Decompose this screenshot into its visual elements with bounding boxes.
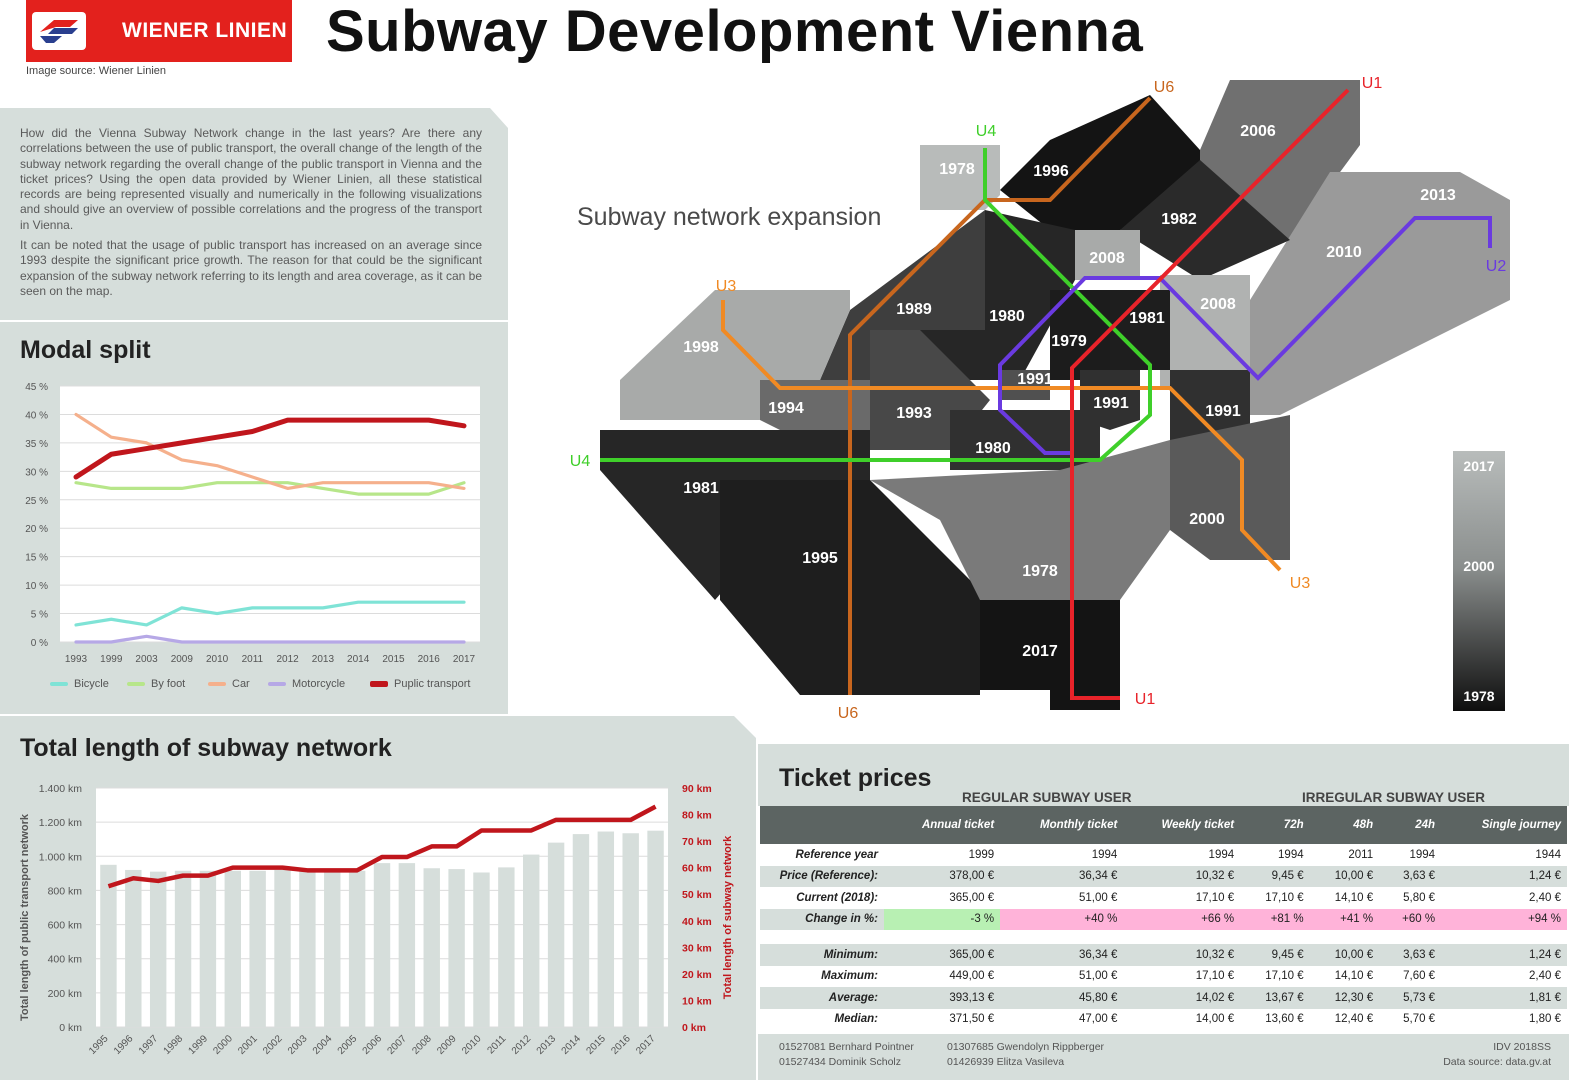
modal-split-chart [0, 370, 508, 670]
bar [150, 872, 166, 1027]
table-cell: 10,32 € [1123, 944, 1240, 966]
column-header: Monthly ticket [1000, 806, 1123, 844]
bar [523, 855, 539, 1027]
table-cell: 10,00 € [1310, 866, 1379, 888]
x-tick-label: 2006 [360, 1033, 385, 1057]
column-header: 48h [1310, 806, 1379, 844]
subway-length-chart [0, 770, 756, 1080]
legend-item [370, 678, 470, 690]
credit-name: 01307685 Gwendolyn Rippberger [947, 1041, 1105, 1053]
x-tick-label: 1993 [64, 654, 88, 665]
x-tick-label: 2015 [584, 1033, 608, 1057]
table-cell: 14,02 € [1123, 987, 1240, 1009]
bar [498, 867, 514, 1027]
intro-paragraph-2: It can be noted that the usage of public transport has increased on an average since 1993 despite the significant price growth. The reason for that could be the significant expansion of the subway network referring to its length and area coverage, as it can be seen on the map. [20, 238, 482, 298]
bar [424, 868, 440, 1027]
y-tick-label: 1.200 km [38, 817, 82, 830]
x-tick-label: 1999 [100, 654, 123, 665]
x-tick-label: 2002 [261, 1033, 285, 1057]
table-cell [884, 930, 1000, 944]
table-cell: 378,00 € [884, 866, 1000, 888]
region-label: 1991 [1093, 395, 1129, 412]
legend-label: Motorcycle [292, 678, 346, 690]
table-cell: 2011 [1310, 844, 1379, 866]
region-label: 2010 [1326, 244, 1362, 261]
table-cell: 13,67 € [1240, 987, 1309, 1009]
y2-tick-label: 90 km [682, 783, 712, 795]
intro-paragraph-1: How did the Vienna Subway Network change in the last years? Are there any correlations between the use of public transport, the overall change of the length of the subway network regarding the overall change of the public transport in Vienna and the ticket prices? Using the open data provided by Wiener Linien, all these statistical records are being represented visually and numerically in the following visualizations and should give an overview of possible correlations and the progress of the transport in Vienna. [20, 126, 482, 232]
ticket-prices-table [760, 806, 1567, 1030]
table-cell: 371,50 € [884, 1009, 1000, 1031]
region-label: 1981 [683, 480, 719, 497]
table-cell: +81 % [1240, 909, 1309, 931]
table-cell: 5,80 € [1379, 887, 1441, 909]
table-cell: 17,10 € [1240, 887, 1309, 909]
table-cell: 1994 [1123, 844, 1240, 866]
table-cell: 1994 [1000, 844, 1123, 866]
table-cell: 2,40 € [1441, 887, 1567, 909]
x-tick-label: 1996 [111, 1033, 136, 1057]
table-cell: +41 % [1310, 909, 1379, 931]
x-tick-label: 2003 [286, 1033, 310, 1057]
bar [374, 863, 390, 1027]
x-tick-label: 2014 [347, 654, 370, 665]
table-row [760, 944, 1567, 966]
table-cell: 14,10 € [1310, 966, 1379, 988]
table-cell: 3,63 € [1379, 866, 1441, 888]
table-cell: 36,34 € [1000, 944, 1123, 966]
y-tick-label: 15 % [25, 552, 48, 564]
table-cell: 2,40 € [1441, 966, 1567, 988]
x-tick-label: 2001 [236, 1033, 260, 1057]
column-header: Weekly ticket [1123, 806, 1240, 844]
table-cell: 7,60 € [1379, 966, 1441, 988]
table-cell: +40 % [1000, 909, 1123, 931]
table-cell: 5,73 € [1379, 987, 1441, 1009]
y-tick-label: 35 % [25, 438, 48, 450]
bar [598, 832, 614, 1027]
legend-label: Puplic transport [394, 678, 471, 690]
table-cell: +60 % [1379, 909, 1441, 931]
table-row [760, 1009, 1567, 1031]
bar [249, 871, 265, 1027]
bar [349, 871, 365, 1027]
table-row [760, 987, 1567, 1009]
table-cell: 1994 [1240, 844, 1309, 866]
line-label-u4: U4 [975, 123, 997, 140]
y2-tick-label: 60 km [682, 862, 712, 875]
x-tick-label: 2017 [452, 654, 476, 665]
legend-swatch [127, 682, 145, 686]
region-label: 2017 [1022, 643, 1058, 660]
group-regular-label: REGULAR SUBWAY USER [962, 790, 1132, 805]
y-tick-label: 5 % [30, 609, 48, 621]
table-cell: 10,00 € [1310, 944, 1379, 966]
y-tick-label: 45 % [25, 382, 48, 393]
column-header: Single journey [1441, 806, 1567, 844]
x-tick-label: 2016 [417, 654, 440, 665]
logo-text: WIENER LINIEN [122, 19, 288, 42]
x-tick-label: 2012 [509, 1033, 534, 1057]
y-tick-label: 10 % [25, 581, 48, 593]
legend-swatch [370, 681, 388, 687]
x-tick-label: 2003 [135, 654, 158, 665]
bar [647, 831, 663, 1027]
bar [473, 873, 489, 1027]
header-blank-cell [760, 806, 884, 844]
legend-swatch [268, 682, 286, 686]
x-tick-label: 2007 [385, 1033, 409, 1057]
row-label: Change in %: [760, 909, 884, 931]
table-cell [1000, 930, 1123, 944]
y2-axis-label: Total length of subway network [722, 835, 734, 1000]
scale-tick-label: 1978 [1463, 688, 1495, 704]
bar [399, 863, 415, 1027]
table-cell [1310, 930, 1379, 944]
scale-tick-label: 2000 [1463, 558, 1495, 574]
x-tick-label: 1999 [186, 1033, 211, 1057]
legend-swatch [50, 682, 68, 686]
table-cell: +66 % [1123, 909, 1240, 931]
region-label: 1981 [1129, 310, 1165, 327]
table-cell: 13,60 € [1240, 1009, 1309, 1031]
table-cell: 5,70 € [1379, 1009, 1441, 1031]
region-label: 1994 [768, 400, 804, 417]
table-cell: 1944 [1441, 844, 1567, 866]
region-label: 1995 [802, 550, 838, 567]
line-label-u3: U3 [715, 278, 737, 295]
length-title: Total length of subway network [20, 734, 392, 762]
bar [324, 871, 340, 1027]
bar [200, 871, 216, 1027]
x-tick-label: 2005 [335, 1033, 360, 1057]
x-tick-label: 2011 [485, 1033, 509, 1057]
y-tick-label: 800 km [47, 885, 82, 898]
line-label-u3: U3 [1289, 575, 1311, 592]
x-tick-label: 2009 [435, 1033, 459, 1057]
bar [573, 834, 589, 1027]
y2-tick-label: 80 km [682, 809, 712, 822]
table-cell: 1999 [884, 844, 1000, 866]
region-label: 1979 [1051, 333, 1087, 350]
x-tick-label: 1995 [87, 1033, 111, 1057]
table-cell: 449,00 € [884, 966, 1000, 988]
line-label-u6: U6 [1153, 79, 1175, 96]
table-cell: 47,00 € [1000, 1009, 1123, 1031]
y-tick-label: 40 % [25, 410, 48, 422]
x-tick-label: 2013 [311, 654, 335, 665]
x-tick-label: 2011 [241, 654, 264, 665]
region-label: 1982 [1161, 211, 1197, 228]
table-cell: 9,45 € [1240, 944, 1309, 966]
table-row [760, 844, 1567, 866]
x-tick-label: 2016 [609, 1033, 633, 1057]
region-label: 1991 [1205, 403, 1241, 420]
column-header: 72h [1240, 806, 1309, 844]
table-row [760, 930, 1567, 944]
region-label: 1989 [896, 301, 932, 318]
table-cell: 12,30 € [1310, 987, 1379, 1009]
row-label [760, 930, 884, 944]
y2-tick-label: 0 km [682, 1022, 706, 1034]
table-cell: 51,00 € [1000, 966, 1123, 988]
region-label: 1980 [989, 308, 1025, 325]
x-tick-label: 2000 [211, 1033, 235, 1057]
x-tick-label: 2004 [310, 1033, 335, 1057]
y-tick-label: 1.000 km [38, 851, 82, 864]
legend-label: By foot [151, 678, 186, 690]
x-tick-label: 2017 [634, 1033, 658, 1057]
table-cell: 10,32 € [1123, 866, 1240, 888]
column-header: Annual ticket [884, 806, 1000, 844]
credit-name: 01426939 Elitza Vasileva [947, 1056, 1065, 1068]
logo-emblem-icon [32, 12, 86, 50]
legend-item [50, 678, 109, 690]
table-row [760, 866, 1567, 888]
y2-tick-label: 40 km [682, 915, 712, 928]
region-label: 1996 [1033, 163, 1069, 180]
x-tick-label: 1997 [136, 1033, 161, 1057]
table-cell: 14,00 € [1123, 1009, 1240, 1031]
line-label-u1: U1 [1134, 691, 1156, 708]
table-cell: 365,00 € [884, 887, 1000, 909]
row-label: Price (Reference): [760, 866, 884, 888]
legend-item [127, 678, 185, 690]
region-label: 2000 [1189, 511, 1225, 528]
table-cell: 1,24 € [1441, 866, 1567, 888]
x-tick-label: 2013 [534, 1033, 559, 1057]
y-tick-label: 0 km [59, 1022, 82, 1034]
y2-tick-label: 50 km [682, 889, 712, 902]
legend-item [208, 678, 250, 690]
row-label: Maximum: [760, 966, 884, 988]
legend-label: Car [232, 678, 250, 690]
bar [622, 833, 638, 1027]
table-cell: 12,40 € [1310, 1009, 1379, 1031]
network-map [560, 68, 1569, 720]
table-cell: 1994 [1379, 844, 1441, 866]
table-row [760, 887, 1567, 909]
y2-tick-label: 10 km [682, 995, 712, 1008]
bar [274, 870, 290, 1027]
table-cell [1379, 930, 1441, 944]
scale-tick-label: 2017 [1463, 458, 1495, 474]
region-label: 1978 [939, 161, 975, 178]
line-label-u2: U2 [1485, 258, 1507, 275]
region-label: 2008 [1089, 250, 1125, 267]
x-tick-label: 2012 [276, 654, 299, 665]
credit-name: 01527434 Dominik Scholz [779, 1056, 901, 1068]
image-source: Image source: Wiener Linien [26, 65, 167, 77]
row-label: Reference year [760, 844, 884, 866]
region-label: 1980 [975, 440, 1011, 457]
row-label: Minimum: [760, 944, 884, 966]
y-tick-label: 0 % [30, 638, 48, 649]
credits-col-2 [947, 1040, 1104, 1070]
group-irregular-label: IRREGULAR SUBWAY USER [1302, 790, 1486, 805]
intro-text [20, 126, 482, 304]
y-tick-label: 20 % [25, 524, 48, 536]
y-tick-label: 200 km [47, 987, 82, 1000]
table-cell: 1,80 € [1441, 1009, 1567, 1031]
table-cell: 51,00 € [1000, 887, 1123, 909]
line-label-u4: U4 [569, 453, 591, 470]
x-tick-label: 2014 [559, 1033, 584, 1057]
x-tick-label: 2010 [460, 1033, 484, 1057]
credits-course [1443, 1040, 1551, 1070]
y-axis-label: Total length of public transport network [19, 814, 31, 1021]
table-cell [1441, 930, 1567, 944]
table-cell: 1,24 € [1441, 944, 1567, 966]
y2-tick-label: 20 km [682, 968, 712, 981]
page-title: Subway Development Vienna [326, 0, 1144, 64]
bar [299, 871, 315, 1027]
region-label: 2008 [1200, 296, 1236, 313]
region-label: 1998 [683, 339, 719, 356]
table-cell [1123, 930, 1240, 944]
y-tick-label: 600 km [47, 919, 82, 932]
data-source-label: Data source: data.gv.at [1443, 1056, 1551, 1068]
y-tick-label: 30 % [25, 467, 48, 479]
tickets-title: Ticket prices [779, 764, 932, 792]
table-cell: 17,10 € [1123, 887, 1240, 909]
bar [125, 870, 141, 1027]
table-cell [1240, 930, 1309, 944]
bar [100, 865, 116, 1027]
y-tick-label: 25 % [25, 495, 48, 507]
x-tick-label: 2008 [410, 1033, 434, 1057]
table-cell: 17,10 € [1240, 966, 1309, 988]
table-cell: 14,10 € [1310, 887, 1379, 909]
x-tick-label: 1998 [161, 1033, 186, 1057]
table-header-row [760, 806, 1567, 844]
x-tick-label: 2010 [205, 654, 229, 665]
y2-tick-label: 70 km [682, 836, 712, 849]
table-cell: -3 % [884, 909, 1000, 931]
column-header: 24h [1379, 806, 1441, 844]
region-label: 2013 [1420, 187, 1456, 204]
row-label: Median: [760, 1009, 884, 1031]
region-label: 1993 [896, 405, 932, 422]
region-label: 1978 [1022, 563, 1058, 580]
legend-swatch [208, 682, 226, 686]
region-label: 1991 [1017, 371, 1053, 388]
table-cell: 1,81 € [1441, 987, 1567, 1009]
y-tick-label: 1.400 km [38, 783, 82, 795]
table-cell: 3,63 € [1379, 944, 1441, 966]
y-tick-label: 400 km [47, 953, 82, 966]
bar [225, 871, 241, 1027]
map-title: Subway network expansion [577, 203, 882, 231]
table-cell: 17,10 € [1123, 966, 1240, 988]
bar [548, 843, 564, 1027]
legend-item [268, 678, 345, 690]
y2-tick-label: 30 km [682, 942, 712, 955]
table-row [760, 966, 1567, 988]
modal-split-title: Modal split [20, 336, 151, 364]
legend-label: Bicycle [74, 678, 109, 690]
table-cell: 36,34 € [1000, 866, 1123, 888]
region-label: 2006 [1240, 123, 1276, 140]
table-cell: 393,13 € [884, 987, 1000, 1009]
line-label-u1: U1 [1361, 75, 1383, 92]
table-cell: 365,00 € [884, 944, 1000, 966]
credit-name: 01527081 Bernhard Pointner [779, 1041, 914, 1053]
table-row [760, 909, 1567, 931]
color-scale-bar [1453, 451, 1505, 711]
x-tick-label: 2015 [382, 654, 405, 665]
bar [175, 871, 191, 1027]
credits-col-1 [779, 1040, 914, 1070]
map-region-1995 [1170, 415, 1290, 560]
bar [448, 869, 464, 1027]
table-cell: +94 % [1441, 909, 1567, 931]
course-label: IDV 2018SS [1493, 1041, 1551, 1053]
table-cell: 9,45 € [1240, 866, 1309, 888]
row-label: Current (2018): [760, 887, 884, 909]
table-cell: 45,80 € [1000, 987, 1123, 1009]
x-tick-label: 2009 [170, 654, 193, 665]
row-label: Average: [760, 987, 884, 1009]
line-label-u6: U6 [837, 705, 859, 720]
wiener-linien-logo [26, 0, 292, 62]
